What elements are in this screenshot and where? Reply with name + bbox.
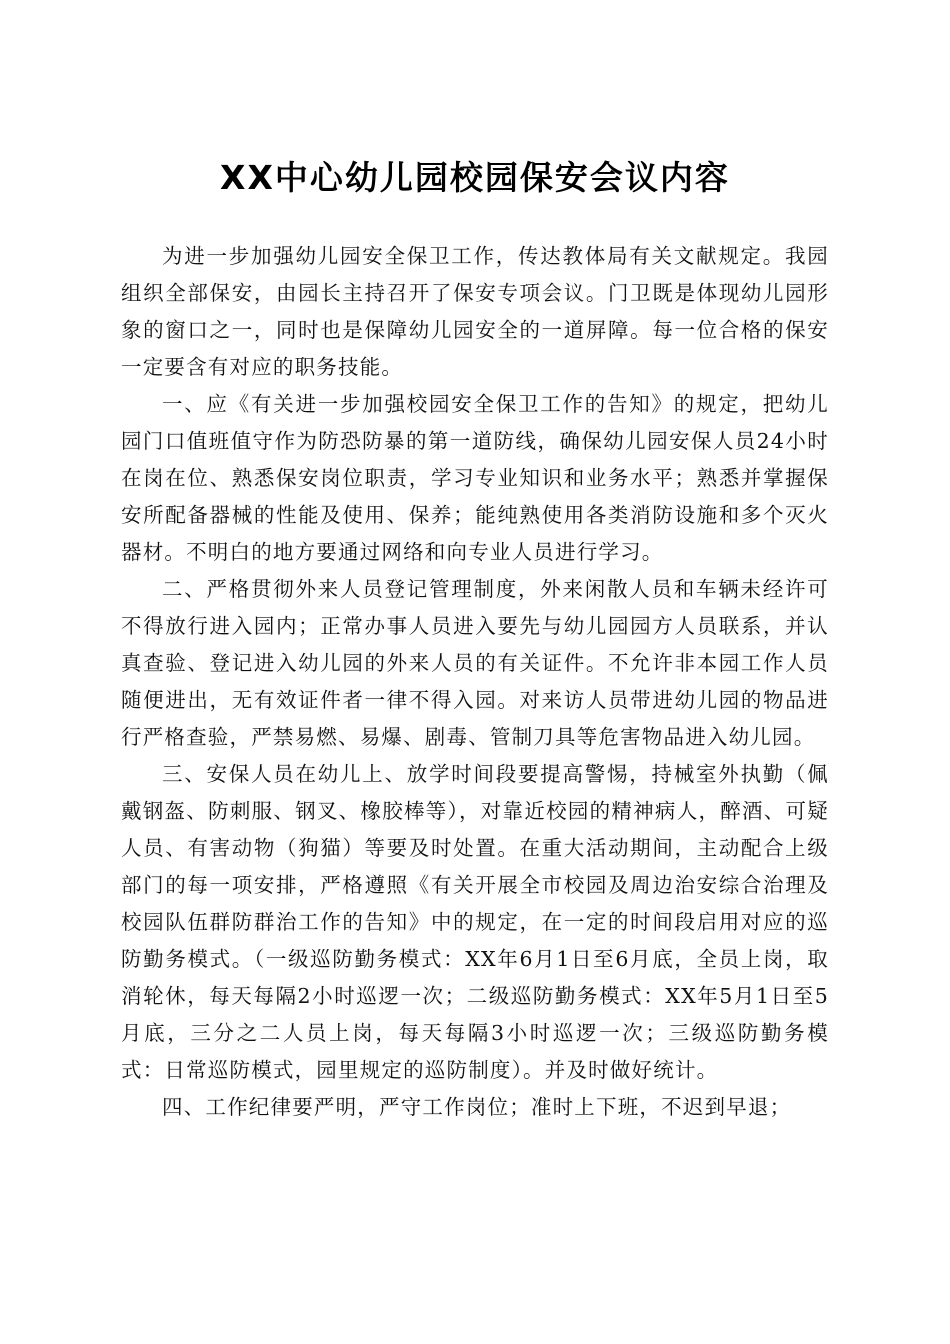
paragraph-1: 一、应《有关进一步加强校园安全保卫工作的告知》的规定，把幼儿园门口值班值守作为防恐防暴的第一道防线，确保幼儿园安保人员24小时在岗在位、熟悉保安岗位职责，学习专业知识和业务水平；熟悉并掌握保安所配备器械的性能及使用、保养；能纯熟使用各类消防设施和多个灭火器材。不明白的地方要通过网络和向专业人员进行学习。 [121,392,829,564]
paragraph-3: 三、安保人员在幼儿上、放学时间段要提高警惕，持械室外执勤（佩戴钢盔、防刺服、钢叉、橡胶棒等），对靠近校园的精神病人，醉酒、可疑人员、有害动物（狗猫）等要及时处置。在重大活动期间，主动配合上级部门的每一项安排，严格遵照《有关开展全市校园及周边治安综合治理及校园队伍群防群治工作的告知》中的规定，在一定的时间段启用对应的巡防勤务模式。（一级巡防勤务模式：XX年6月1日至6月底，全员上岗，取消轮休，每天每隔2小时巡逻一次；二级巡防勤务模式：XX年5月1日至5月底，三分之二人员上岗，每天每隔3小时巡逻一次；三级巡防勤务模式：日常巡防模式，园里规定的巡防制度）。并及时做好统计。 [121,762,829,1082]
paragraph-4: 四、工作纪律要严明，严守工作岗位；准时上下班，不迟到早退； [162,1095,792,1119]
paragraph-intro: 为进一步加强幼儿园安全保卫工作，传达教体局有关文献规定。我园组织全部保安，由园长主持召开了保安专项会议。门卫既是体现幼儿园形象的窗口之一，同时也是保障幼儿园安全的一道屏障。每一位合格的保安一定要含有对应的职务技能。 [121,244,829,379]
paragraph-2: 二、严格贯彻外来人员登记管理制度，外来闲散人员和车辆未经许可不得放行进入园内；正常办事人员进入要先与幼儿园园方人员联系，并认真查验、登记进入幼儿园的外来人员的有关证件。不允许非本园工作人员随便进出，无有效证件者一律不得入园。对来访人员带进幼儿园的物品进行严格查验，严禁易燃、易爆、剧毒、管制刀具等危害物品进入幼儿园。 [121,577,829,749]
document-body [121,238,829,1126]
document-title: XX中心幼儿园校园保安会议内容 [220,158,730,197]
